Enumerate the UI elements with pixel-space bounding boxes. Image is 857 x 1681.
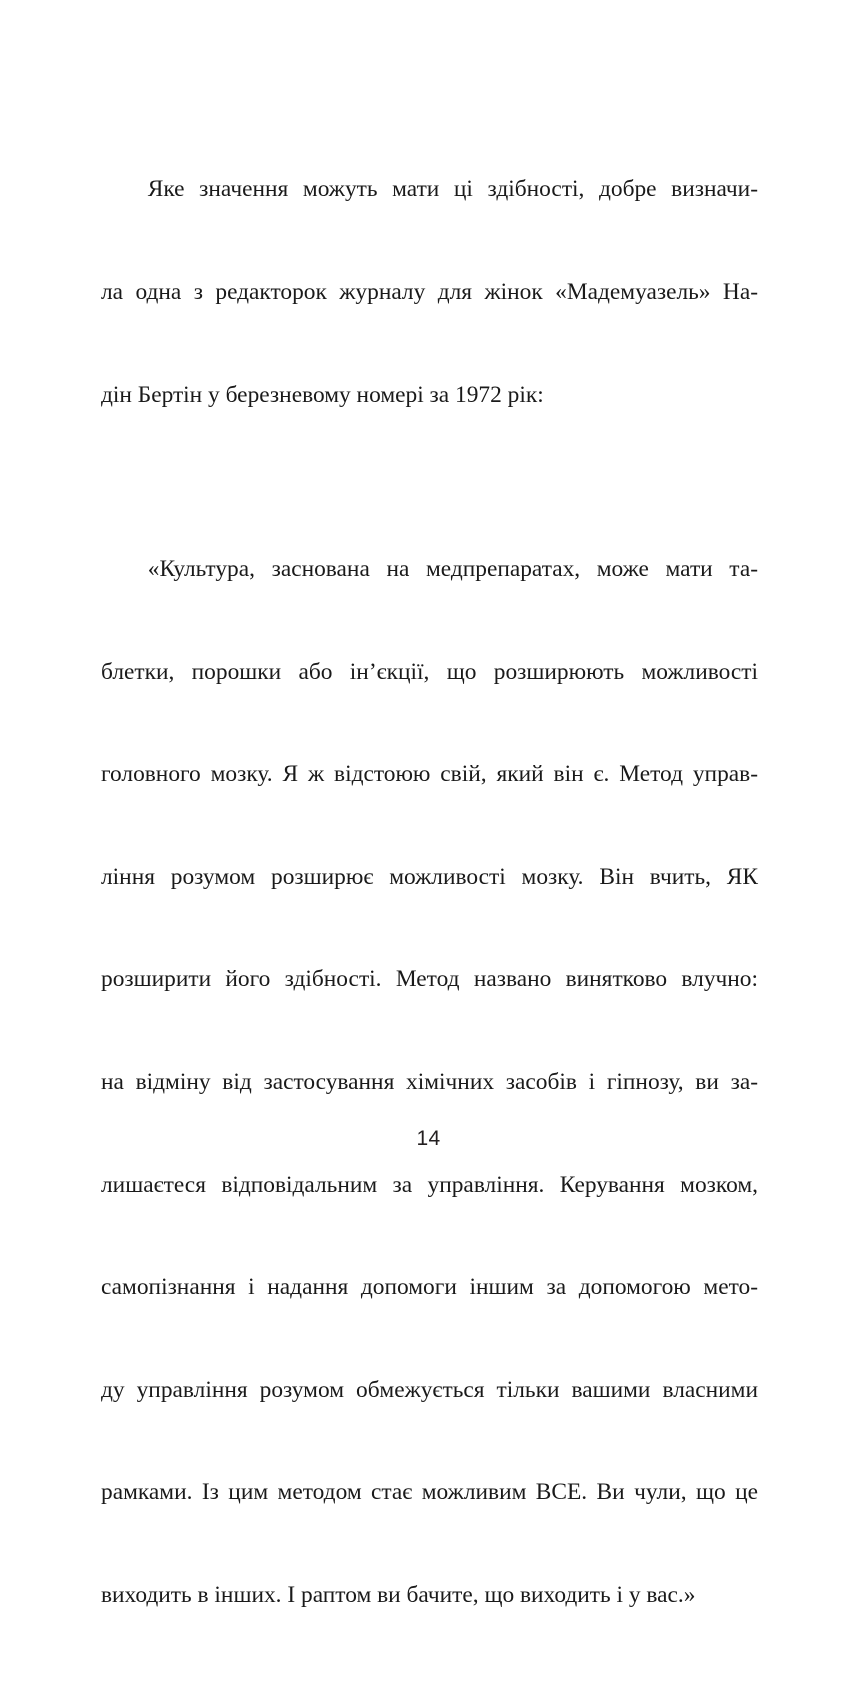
text-line: ління розумом розширює можливості мозку. Він вчить, ЯК — [101, 863, 758, 890]
text-line: на відміну від застосування хімічних засобів і гіпнозу, ви за- — [101, 1069, 758, 1096]
text-column — [101, 104, 758, 1681]
intro-paragraph — [101, 104, 758, 480]
text-line: дін Бертін у березневому номері за 1972 рік: — [101, 381, 544, 408]
text-line: виходить в інших. І раптом ви бачите, що виходить і у вас.» — [101, 1582, 696, 1609]
text-line: ду управління розумом обмежується тільки вашими власними — [101, 1376, 758, 1403]
text-line: головного мозку. Я ж відстоюю свій, який він є. Метод управ- — [101, 761, 758, 788]
text-line: лишаєтеся відповідальним за управління. Керування мозком, — [101, 1171, 758, 1198]
text-line: розширити його здібності. Метод названо винятково влучно: — [101, 966, 758, 993]
quote-paragraph — [101, 484, 758, 1681]
page-number: 14 — [416, 1127, 441, 1150]
text-line: ла одна з редакторок журналу для жінок «Мадемуазель» На- — [101, 279, 758, 305]
text-line: блетки, порошки або ін’єкції, що розширюють можливості — [101, 658, 758, 685]
text-line: рамками. Із цим методом стає можливим ВСЕ. Ви чули, що це — [101, 1479, 758, 1506]
text-line: «Культура, заснована на медпрепаратах, може мати та- — [101, 556, 758, 583]
text-line: Яке значення можуть мати ці здібності, добре визначи- — [101, 176, 758, 203]
text-line: самопізнання і надання допомоги іншим за допомогою мето- — [101, 1274, 758, 1301]
